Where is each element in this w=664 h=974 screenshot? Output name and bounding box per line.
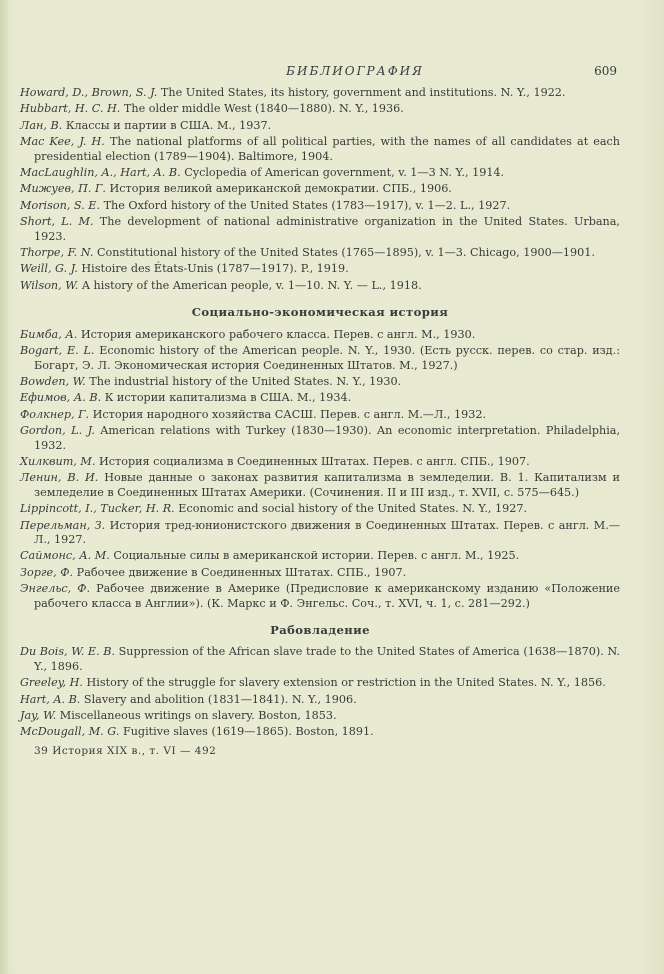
entry-text: Constitutional history of the United States (1765—1895), v. 1—3. Chicago, 1900—1901. [93,246,595,260]
bibliography-entry [20,408,620,422]
entry-text: Miscellaneous writings on slavery. Boston, 1853. [56,709,337,723]
entry-author: Энгельс, Ф. [20,582,91,596]
bibliography-entry [20,424,620,453]
entry-text: History of the struggle for slavery extension or restriction in the United States. N. Y., 1856. [82,676,606,690]
entry-author: MacLaughlin, A., Hart, A. B. [20,166,181,180]
entry-text: Suppression of the African slave trade to the United States of America (1638—1870). N. Y., 1896. [34,645,620,673]
entry-text: История великой американской демократии. СПБ., 1906. [105,182,452,196]
entry-text: Histoire des États-Unis (1787—1917). P., 1919. [77,262,349,276]
bibliography-entry [20,391,620,405]
entry-author: Hart, A. B. [20,692,81,706]
entry-author: Hubbart, H. C. H. [20,102,121,116]
entry-author: Mac Kee, J. H. [20,135,105,149]
bibliography-entry [20,502,620,516]
bibliography-entry [20,215,620,244]
bibliography-entry [20,199,620,213]
entry-author: Ефимов, А. В. [20,391,102,405]
bibliography-entry [20,471,620,500]
entry-author: Short, L. M. [20,215,94,229]
entry-author: McDougall, M. G. [20,725,120,739]
entry-text: История народного хозяйства САСШ. Перев. с англ. М.—Л., 1932. [89,407,486,421]
bibliography-entry [20,279,620,293]
entry-author: Gordon, L. J. [20,424,95,438]
entry-text: Fugitive slaves (1619—1865). Boston, 1891. [119,725,374,739]
entry-author: Thorpe, F. N. [20,246,94,260]
entry-text: Рабочее движение в Америке (Предисловие к американскому изданию «Положение рабочего класса в Англии»). (К. Маркс и Ф. Энгельс. Соч., т. XVI, ч. 1, с. 281—292.) [34,582,620,610]
bibliography-entry [20,328,620,342]
entry-author: Weill, G. J. [20,262,78,276]
entry-text: Рабочее движение в Соединенных Штатах. СПБ., 1907. [73,565,407,579]
bibliography-entry [20,582,620,611]
entry-author: Зорге, Ф. [20,565,74,579]
entry-author: Фолкнер, Г. [20,407,90,421]
bibliography-entry [20,455,620,469]
entry-text: Новые данные о законах развития капитализма в земледелии. В. 1. Капитализм и земледелие в Соединенных Штатах Америки. (Сочинения. II и III изд., т. XVII, с. 575—645.) [34,471,620,499]
entry-author: Morison, S. E. [20,198,101,212]
entry-text: Cyclopedia of American government, v. 1—3 N. Y., 1914. [180,166,505,180]
bibliography-entry [20,566,620,580]
entry-text: The United States, its history, government and institutions. N. Y., 1922. [157,86,566,99]
bibliography-entry [20,693,620,707]
entry-author: Bogart, E. L. [20,344,95,358]
entry-text: История тред-юнионистского движения в Соединенных Штатах. Перев. с англ. М.—Л., 1927. [34,518,620,546]
entry-text: История американского рабочего класса. Перев. с англ. М., 1930. [77,327,476,341]
bibliography-entry [20,344,620,373]
bibliography-entry [20,709,620,723]
entry-text: The national platforms of all political parties, with the names of all candidates at each presidential election (1789—1904). Baltimore, 1904. [34,135,621,163]
bibliography-entry [20,375,620,389]
entry-text: American relations with Turkey (1830—1930). An economic interpretation. Philadelphia, 1932. [34,424,620,452]
entry-author: Greeley, H. [20,676,83,690]
bibliography-entry [20,102,620,116]
entry-author: Перельман, З. [20,518,106,532]
entry-text: The development of national administrative organization in the United States. Urbana, 1923. [34,215,620,243]
bibliography-entry [20,135,620,164]
entry-text: Economic and social history of the United States. N. Y., 1927. [174,502,528,516]
entry-text: Социальные силы в американской истории. Перев. с англ. М., 1925. [109,549,520,563]
section-heading: Социально-экономическая история [191,305,449,320]
entry-author: Ленин, В. И. [20,471,99,485]
entry-text: Классы и партии в США. М., 1937. [62,118,272,132]
bibliography-entry [20,246,620,260]
printer-signature: 39 История XIX в., т. VI — 492 [34,744,217,757]
entry-text: Slavery and abolition (1831—1841). N. Y., 1906. [80,692,357,706]
entry-author: Wilson, W. [20,278,79,292]
book-spine-shadow [0,0,9,974]
bibliography-entry [20,86,620,100]
entry-author: Саймонс, А. М. [20,549,110,563]
section-heading: Рабовладение [270,623,370,637]
entry-author: Lippincott, I., Tucker, H. R. [20,502,175,516]
running-head: БИБЛИОГРАФИЯ [286,64,424,78]
entry-author: Мижуев, П. Г. [20,182,106,196]
entry-text: The industrial history of the United States. N. Y., 1930. [85,374,402,388]
bibliography-entry [20,166,620,180]
bibliography-entry [20,119,620,133]
page-number: 609 [594,64,617,78]
entry-author: Бимба, А. [20,327,78,341]
bibliography-entry [20,519,620,548]
entry-text: История социализма в Соединенных Штатах. Перев. с англ. СПБ., 1907. [95,454,530,468]
entry-text: Economic history of the American people. N. Y., 1930. (Есть русск. перев. со стар. изд.: Богарт, Э. Л. Экономическая история Соединенных Штатов. М., 1927.) [34,344,620,372]
entry-text: A history of the American people, v. 1—10. N. Y. — L., 1918. [78,278,422,292]
entry-author: Лан, В. [20,118,63,132]
entry-text: К истории капитализма в США. М., 1934. [101,391,352,405]
bibliography-entry [20,549,620,563]
bibliography-content [20,86,620,758]
entry-author: Du Bois, W. E. B. [20,645,116,659]
entry-author: Jay, W. [20,709,57,723]
entry-author: Bowden, W. [20,374,86,388]
bibliography-entry [20,182,620,196]
entry-text: The older middle West (1840—1880). N. Y., 1936. [120,102,404,116]
bibliography-entry [20,262,620,276]
entry-author: Howard, D., Brown, S. J. [20,86,158,99]
entry-text: The Oxford history of the United States (1783—1917), v. 1—2. L., 1927. [100,198,511,212]
bibliography-entry [20,645,620,674]
bibliography-entry [20,725,620,739]
bibliography-entry [20,676,620,690]
entry-author: Хилквит, М. [20,454,96,468]
